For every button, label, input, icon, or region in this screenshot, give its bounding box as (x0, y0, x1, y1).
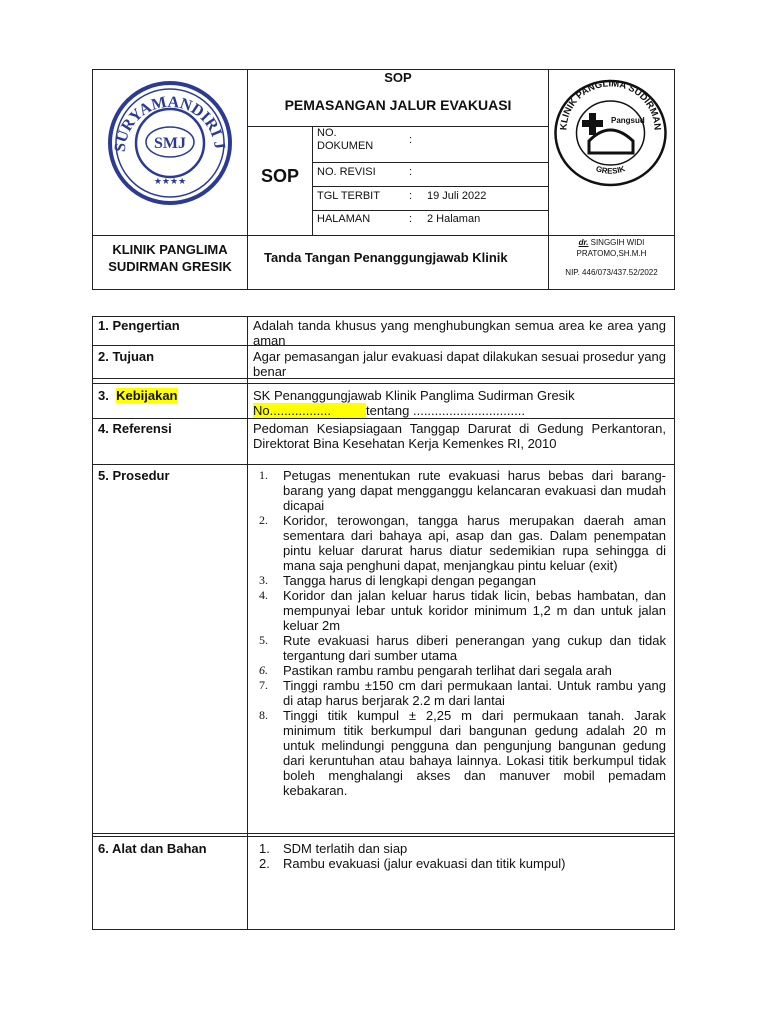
signer-nip: NIP. 446/073/437.52/2022 (565, 268, 658, 277)
alat-list (257, 841, 666, 871)
signer-name: dr. SINGGIH WIDI PRATOMO,SH.M.H (576, 238, 647, 258)
tgl-terbit-colon: : (409, 190, 413, 202)
document-title: PEMASANGAN JALUR EVAKUASI (284, 97, 512, 113)
sop-big-label: SOP (260, 166, 299, 186)
referensi-text: Pedoman Kesiapsiagaan Tanggap Darurat di Gedung Perkantoran, Direktorat Bina Kesehatan Kerja Kemenkes RI, 2010 (253, 421, 666, 451)
list-item: 2. Koridor, terowongan, tangga harus merupakan daerah aman sementara dari bahaya api, asap dan gas. Dalam penempatan pintu keluar darurat harus diatur sedemikian rupa sehingga di mana saja penghuni dapat, menjangkau pintu keluar (exit) (259, 513, 666, 573)
ttd-label: Tanda Tangan Penanggungjawab Klinik (264, 250, 508, 265)
no-revisi-colon: : (409, 166, 413, 178)
halaman-value: 2 Halaman (427, 213, 481, 225)
list-item: 1. SDM terlatih dan siap (259, 841, 408, 856)
tujuan-text: Agar pemasangan jalur evakuasi dapat dilakukan sesuai prosedur yang benar (253, 349, 666, 379)
halaman-label: HALAMAN (317, 213, 371, 225)
halaman-colon: : (409, 213, 413, 225)
klinik-logo-bottom-text: GRESIK (594, 164, 627, 176)
klinik-logo-center-text: Pangsud (611, 116, 645, 125)
list-item: 7. Tinggi rambu ±150 cm dari permukaan lantai. Untuk rambu yang di atap harus berjarak 2.2 m dari lantai (259, 678, 666, 708)
list-item: 5. Rute evakuasi harus diberi penerangan yang cukup dan tidak tergantung dari sumber utama (259, 633, 666, 663)
list-item: 8. Tinggi titik kumpul ± 2,25 m dari permukaan tanah. Jarak minimum titik berkumpul dari bangunan gedung adalah 20 m untuk melindungi pengguna dan pengunjung bangunan gedung dari keruntuhan atau bahaya lainnya. Lokasi titik berkumpul tidak boleh menghalangi akses dan manuver mobil pemadam kebakaran. (259, 708, 666, 798)
pengertian-label: 1. Pengertian (98, 318, 180, 333)
list-item: 3. Tangga harus di lengkapi dengan pegangan (259, 573, 536, 588)
smj-logo (107, 80, 233, 206)
smj-logo-stars: ★★★★ (153, 176, 187, 186)
tgl-terbit-label: TGL TERBIT (317, 190, 380, 202)
tgl-terbit-value: 19 Juli 2022 (427, 190, 487, 202)
referensi-label: 4. Referensi (98, 421, 172, 436)
klinik-logo (553, 79, 668, 187)
svg-text:GRESIK (595, 164, 627, 176)
no-revisi-label: NO. REVISI (317, 166, 376, 178)
alat-label: 6. Alat dan Bahan (98, 841, 207, 856)
no-dokumen-label: NO. DOKUMEN (317, 127, 374, 152)
kebijakan-text: SK Penanggungjawab Klinik Panglima Sudirman Gresik No................. tentang ............................... (253, 388, 575, 418)
prosedur-list (257, 468, 666, 798)
sop-label: SOP (384, 70, 412, 85)
klinik-name: KLINIK PANGLIMA SUDIRMAN GRESIK (108, 242, 232, 274)
kebijakan-label: 3. Kebijakan (98, 388, 178, 403)
smj-logo-ring-text: SURYAMANDIRI J (111, 93, 228, 153)
list-item: 1. Petugas menentukan rute evakuasi harus bebas dari barang-barang yang dapat mengganggu kelancaran evakuasi dan mudah dicapai (259, 468, 666, 513)
list-item: 6. Pastikan rambu rambu pengarah terlihat dari segala arah (259, 663, 612, 678)
klinik-logo-ring-text: KLINIK PANGLIMA SUDIRMAN (558, 79, 663, 131)
smj-logo-center-text: SMJ (154, 135, 186, 152)
pengertian-text: Adalah tanda khusus yang menghubungkan semua area ke area yang aman (253, 318, 666, 348)
prosedur-label: 5. Prosedur (98, 468, 170, 483)
tujuan-label: 2. Tujuan (98, 349, 155, 364)
no-dokumen-colon: : (409, 134, 413, 146)
list-item: 4. Koridor dan jalan keluar harus tidak licin, bebas hambatan, dan mempunyai lebar untuk koridor minimum 1,2 m dan untuk jalan keluar 2m (259, 588, 666, 633)
list-item: 2. Rambu evakuasi (jalur evakuasi dan titik kumpul) (259, 856, 566, 871)
